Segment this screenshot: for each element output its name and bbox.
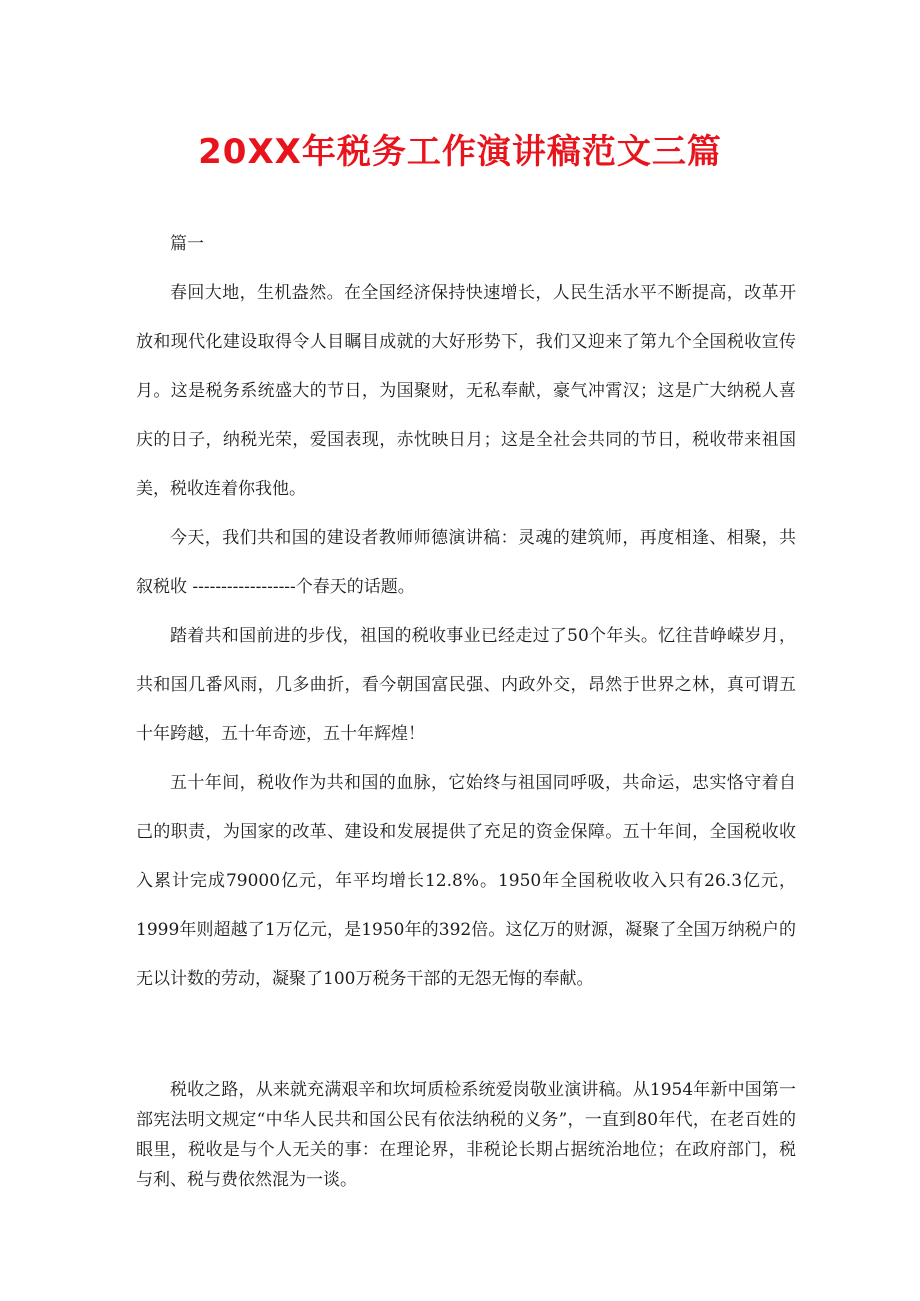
section-heading: 篇一 bbox=[170, 234, 204, 254]
document-body-continued bbox=[136, 1075, 796, 1195]
paragraph-5: 税收之路，从来就充满艰辛和坎坷质检系统爱岗敬业演讲稿。从1954年新中国第一部宪法明文规定“中华人民共和国公民有依法纳税的义务”，一直到80年代，在老百姓的眼里，税收是与个人无关的事：在理论界，非税论长期占据统治地位；在政府部门，税与利、税与费依然混为一谈。 bbox=[136, 1080, 796, 1190]
paragraph-2: 今天，我们共和国的建设者教师师德演讲稿：灵魂的建筑师，再度相逢、相聚，共叙税收 ------------------个春天的话题。 bbox=[136, 528, 796, 597]
paragraph-1: 春回大地，生机盎然。在全国经济保持快速增长，人民生活水平不断提高，改革开放和现代化建设取得令人目瞩目成就的大好形势下，我们又迎来了第九个全国税收宣传月。这是税务系统盛大的节日，为国聚财，无私奉献，豪气冲霄汉；这是广大纳税人喜庆的日子，纳税光荣，爱国表现，赤忱映日月；这是全社会共同的节日，税收带来祖国美，税收连着你我他。 bbox=[136, 283, 796, 499]
document-body bbox=[136, 220, 796, 1004]
paragraph-3: 踏着共和国前进的步伐，祖国的税收事业已经走过了50个年头。忆往昔峥嵘岁月，共和国几番风雨，几多曲折，看今朝国富民强、内政外交，昂然于世界之林，真可谓五十年跨越，五十年奇迹，五十年辉煌！ bbox=[136, 626, 796, 744]
document-title: 20XX年税务工作演讲稿范文三篇 bbox=[198, 132, 722, 172]
paragraph-4: 五十年间，税收作为共和国的血脉，它始终与祖国同呼吸，共命运，忠实恪守着自己的职责，为国家的改革、建设和发展提供了充足的资金保障。五十年间，全国税收收入累计完成79000亿元，年平均增长12.8%。1950年全国税收收入只有26.3亿元，1999年则超越了1万亿元，是1950年的392倍。这亿万的财源，凝聚了全国万纳税户的无以计数的劳动，凝聚了100万税务干部的无怨无悔的奉献。 bbox=[136, 773, 796, 989]
